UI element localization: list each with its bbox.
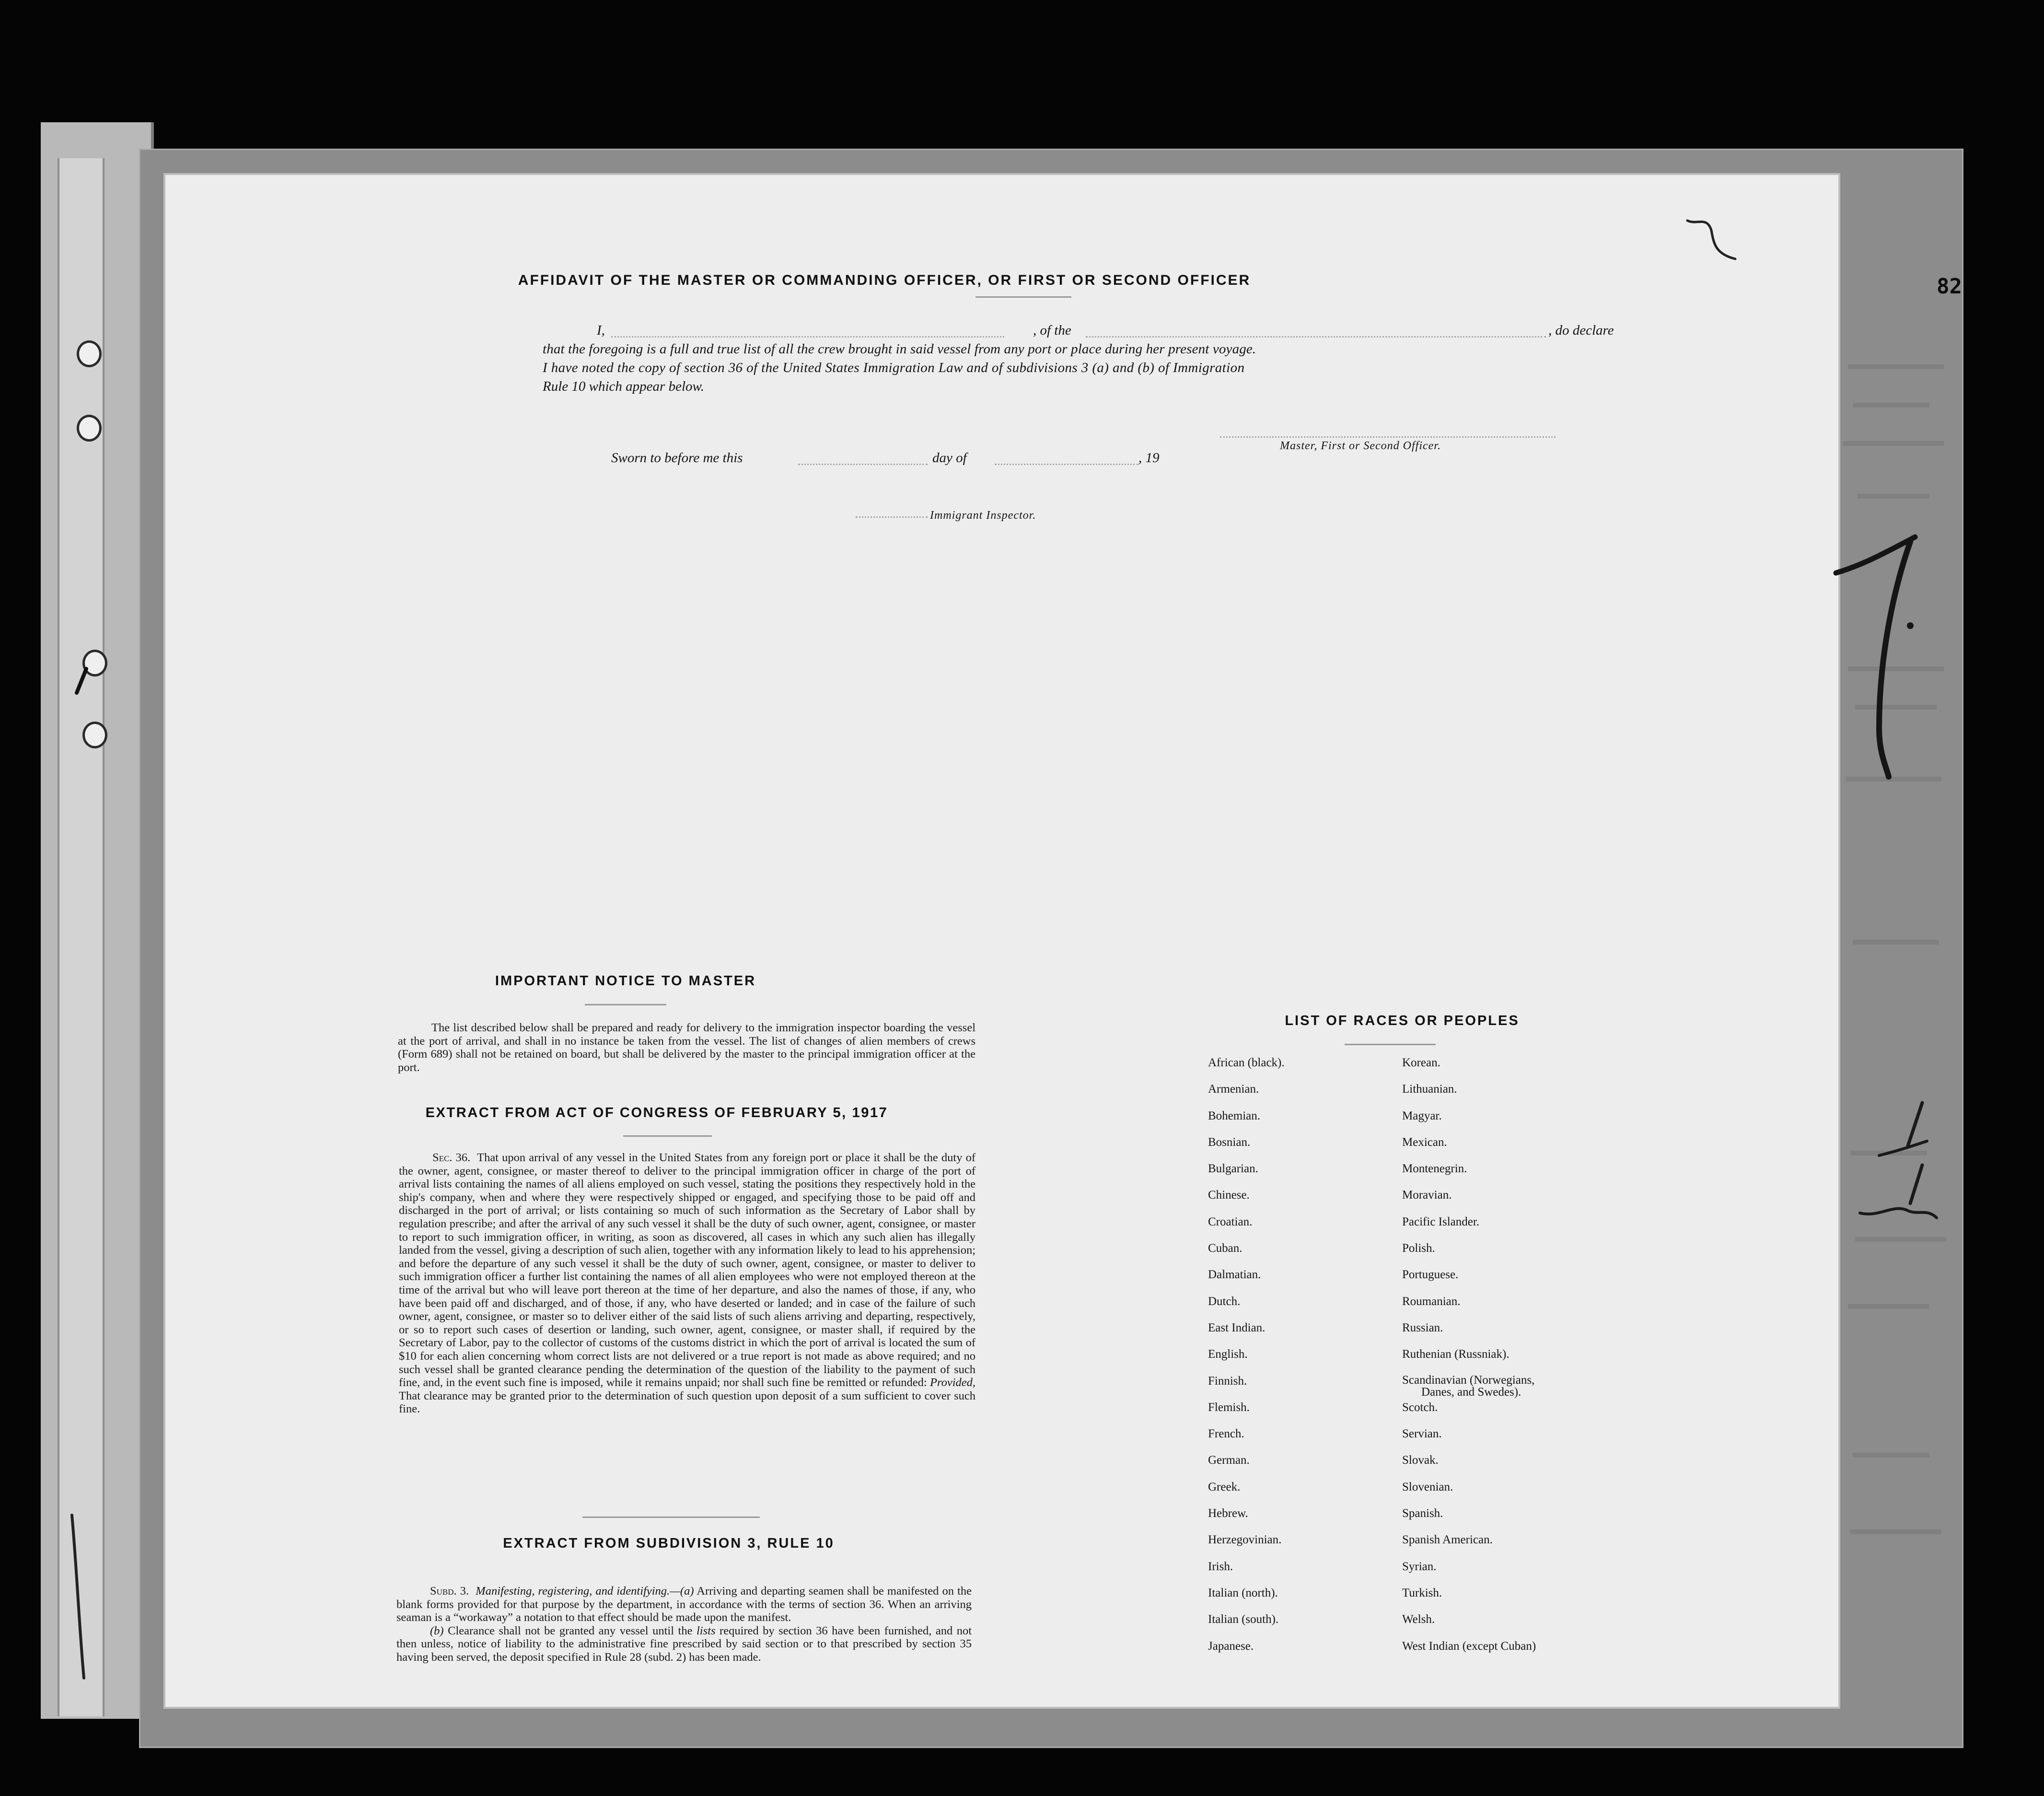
part-b-text-2: required by section 36 have been furnished, and not then unless, notice of liability to the administrative fine prescribed by said section or to that prescribed by section 35 having been served, the deposit specified in Rule 28 (subd. 2) has been made.: [396, 1624, 972, 1664]
act-text-part-1: That upon arrival of any vessel in the United States from any foreign port or place it shall be the duty of the owner, agent, consignee, or master thereof to deliver to the principal immigration officer in charge of the port of arrival lists containing the names of all aliens employed on such vessel, stating the positions they respectively hold in the ship's company, when and where they were respectively shipped or engaged, and specifying those to be paid off and discharged in the port of arrival; or lists containing so much of such information as the Secretary of Labor shall by regulation prescribe; and after the arrival of any such vessel it shall be the duty of such owner, agent, consignee, or master to report to such immigration officer, in writing, as soon as discovered, all cases in which any such alien has illegally landed from the vessel, giving a description of such alien, together with any information likely to lead to his apprehension; and before the departure of any such vessel it shall be the duty of such owner, agent, consignee, or master to deliver to such immigration officer a further list containing the names of all alien employees who were not employed thereon at the time of the arrival but who will leave port thereon at the time of her departure, and also the names of those, if any, who have been paid off and discharged, and of those, if any, who have deserted or landed; and in case of the failure of such owner, agent, consignee, or master so to deliver either of the said lists of such aliens arriving and departing, respectively, or so to report such cases of desertion or landing, such owner, agent, consignee, or master shall, if required by the Secretary of Labor, pay to the collector of customs of the customs district in which the port of arrival is located the sum of $10 for each alien concerning whom correct lists are not delivered or a true report is not made as above required; and no such vessel shall be granted clearance pending the determination of the question of the liability to the payment of such fine, and, in the event such fine is imposed, while it remains unpaid; nor shall such fine be remitted or refunded:: [399, 1151, 976, 1389]
race-item: Slovenian.: [1402, 1480, 1453, 1493]
act-provided: Provided,: [929, 1376, 976, 1389]
act-extract-text: [399, 1151, 976, 1416]
affidavit-line-2: that the foregoing is a full and true list of all the crew brought in said vessel from any port or place during her present voyage.: [543, 341, 1256, 357]
rule-part-b: [396, 1624, 972, 1664]
race-item: Slovak.: [1402, 1454, 1439, 1467]
race-item: Portuguese.: [1402, 1268, 1459, 1282]
affidavit-line-3: I have noted the copy of section 36 of the United States Immigration Law and of subdivisions 3 (a) and (b) of Immigration: [543, 360, 1245, 375]
act-extract-title: EXTRACT FROM ACT OF CONGRESS OF FEBRUARY 5, 1917: [425, 1105, 888, 1120]
race-item: Turkish.: [1402, 1586, 1442, 1599]
sworn-year: , 19: [1138, 450, 1160, 466]
race-item: Scandinavian (Norwegians,: [1402, 1373, 1535, 1387]
part-a-text: Arriving and departing seamen shall be manifested on the blank forms provided for that purpose by the department, in accordance with the terms of section 36. When an arriving seaman is a “workaway” a notation to that effect should be made upon the manifest.: [396, 1585, 972, 1624]
race-item: Lithuanian.: [1402, 1083, 1457, 1096]
notice-paragraph: The list described below shall be prepared and ready for delivery to the immigration inspector boarding the vessel at the port of arrival, and shall in no instance be taken from the vessel. The list of changes of alien members of crews (Form 689) shall not be retained on board, but shall be delivered by the master to the principal immigration officer at the port.: [398, 1021, 976, 1074]
race-item: Scotch.: [1402, 1400, 1438, 1414]
subd-label: Subd. 3.: [430, 1585, 469, 1598]
binder-edge: [58, 158, 105, 1716]
pencil-mark-icon: [67, 664, 96, 702]
notice-title: IMPORTANT NOTICE TO MASTER: [495, 973, 756, 989]
sworn-day-blank: [798, 464, 928, 465]
race-item: Russian.: [1402, 1321, 1443, 1334]
race-item: German.: [1208, 1454, 1250, 1467]
races-title: LIST OF RACES OR PEOPLES: [1285, 1013, 1520, 1028]
pencil-mark-icon: [1678, 206, 1745, 273]
rule-part-a: [396, 1585, 972, 1624]
race-item: Italian (north).: [1208, 1586, 1278, 1599]
divider: [623, 1135, 712, 1137]
races-column-2: [1402, 1056, 1536, 1666]
binder-hole-icon: [82, 722, 107, 748]
act-extract-paragraph: [399, 1151, 976, 1416]
affidavit-i: I,: [597, 323, 605, 338]
name-blank: [611, 336, 1004, 338]
race-item: Spanish American.: [1402, 1533, 1493, 1547]
section-label: Sec. 36.: [432, 1151, 471, 1164]
race-item: Pacific Islander.: [1402, 1215, 1480, 1228]
race-item: English.: [1208, 1348, 1248, 1361]
inspector-signature-line: [856, 516, 928, 518]
part-b-lists: lists: [697, 1624, 716, 1637]
affidavit-line-4: Rule 10 which appear below.: [543, 379, 704, 394]
act-text-part-2: That clearance may be granted prior to the determination of such question upon deposit of a sum sufficient to cover such fine.: [399, 1389, 976, 1416]
faded-underlying-text: [1838, 158, 1956, 1668]
race-item: Polish.: [1402, 1242, 1435, 1255]
part-a-label: —(a): [670, 1585, 694, 1598]
race-item: Roumanian.: [1402, 1295, 1461, 1308]
affidavit-of-the: , of the: [1033, 323, 1071, 338]
sworn-day-of: day of: [932, 450, 967, 466]
vessel-blank: [1086, 336, 1546, 338]
part-b-label: (b): [430, 1624, 444, 1637]
race-item: Chinese.: [1208, 1189, 1250, 1202]
race-item: Dutch.: [1208, 1295, 1241, 1308]
race-item: Mexican.: [1402, 1135, 1447, 1149]
race-item: Flemish.: [1208, 1400, 1250, 1414]
sworn-prefix: Sworn to before me this: [611, 450, 743, 466]
race-item: Korean.: [1402, 1056, 1440, 1069]
race-item: Syrian.: [1402, 1560, 1437, 1573]
race-item-multiline: [1402, 1374, 1536, 1400]
race-item: Ruthenian (Russniak).: [1402, 1348, 1510, 1361]
affidavit-do-declare: , do declare: [1548, 323, 1614, 338]
sworn-month-blank: [995, 464, 1138, 465]
race-item-continuation: Danes, and Swedes).: [1421, 1385, 1521, 1399]
race-item: Cuban.: [1208, 1242, 1243, 1255]
rule-extract-title: EXTRACT FROM SUBDIVISION 3, RULE 10: [503, 1536, 835, 1551]
race-item: Bohemian.: [1208, 1109, 1261, 1122]
master-signature-line: [1220, 436, 1556, 438]
inspector-label: Immigrant Inspector.: [930, 509, 1036, 522]
race-item: Moravian.: [1402, 1189, 1452, 1202]
subd-heading: Manifesting, registering, and identifying.: [476, 1585, 670, 1598]
affidavit-title: AFFIDAVIT OF THE MASTER OR COMMANDING OFFICER, OR FIRST OR SECOND OFFICER: [518, 272, 1251, 288]
page-number: 82: [1937, 274, 1962, 299]
race-item: Servian.: [1402, 1427, 1442, 1441]
race-item: Bosnian.: [1208, 1135, 1251, 1149]
race-item: Irish.: [1208, 1560, 1233, 1573]
race-item: East Indian.: [1208, 1321, 1266, 1334]
race-item: Welsh.: [1402, 1613, 1435, 1626]
divider: [585, 1004, 666, 1005]
race-item: Bulgarian.: [1208, 1162, 1258, 1176]
divider: [582, 1516, 760, 1518]
pencil-mark-icon: [1831, 527, 1946, 815]
rule-extract-text: [396, 1585, 972, 1664]
pencil-mark-icon: [1850, 1074, 1946, 1247]
notice-text: [398, 1021, 976, 1074]
race-item: Japanese.: [1208, 1639, 1254, 1653]
binder-hole-icon: [77, 340, 102, 367]
binder-hole-icon: [77, 415, 102, 442]
race-item: African (black).: [1208, 1056, 1285, 1069]
document-page: [165, 175, 1838, 1707]
divider: [1345, 1044, 1436, 1045]
race-item: Croatian.: [1208, 1215, 1253, 1228]
master-signature-label: Master, First or Second Officer.: [1280, 440, 1441, 452]
part-b-text-1: Clearance shall not be granted any vessel until the: [448, 1624, 693, 1637]
divider: [976, 296, 1071, 298]
race-item: French.: [1208, 1427, 1244, 1441]
pencil-mark-icon: [62, 1510, 96, 1692]
race-item: Italian (south).: [1208, 1613, 1279, 1626]
race-item: Spanish.: [1402, 1507, 1443, 1520]
race-item: Armenian.: [1208, 1083, 1259, 1096]
race-item: West Indian (except Cuban): [1402, 1639, 1536, 1653]
race-item: Montenegrin.: [1402, 1162, 1467, 1176]
race-item: Greek.: [1208, 1480, 1241, 1493]
race-item: Magyar.: [1402, 1109, 1442, 1122]
race-item: Dalmatian.: [1208, 1268, 1261, 1282]
race-item: Hebrew.: [1208, 1507, 1248, 1520]
races-column-1: [1208, 1056, 1285, 1666]
race-item: Herzegovinian.: [1208, 1533, 1282, 1547]
race-item: Finnish.: [1208, 1374, 1247, 1388]
